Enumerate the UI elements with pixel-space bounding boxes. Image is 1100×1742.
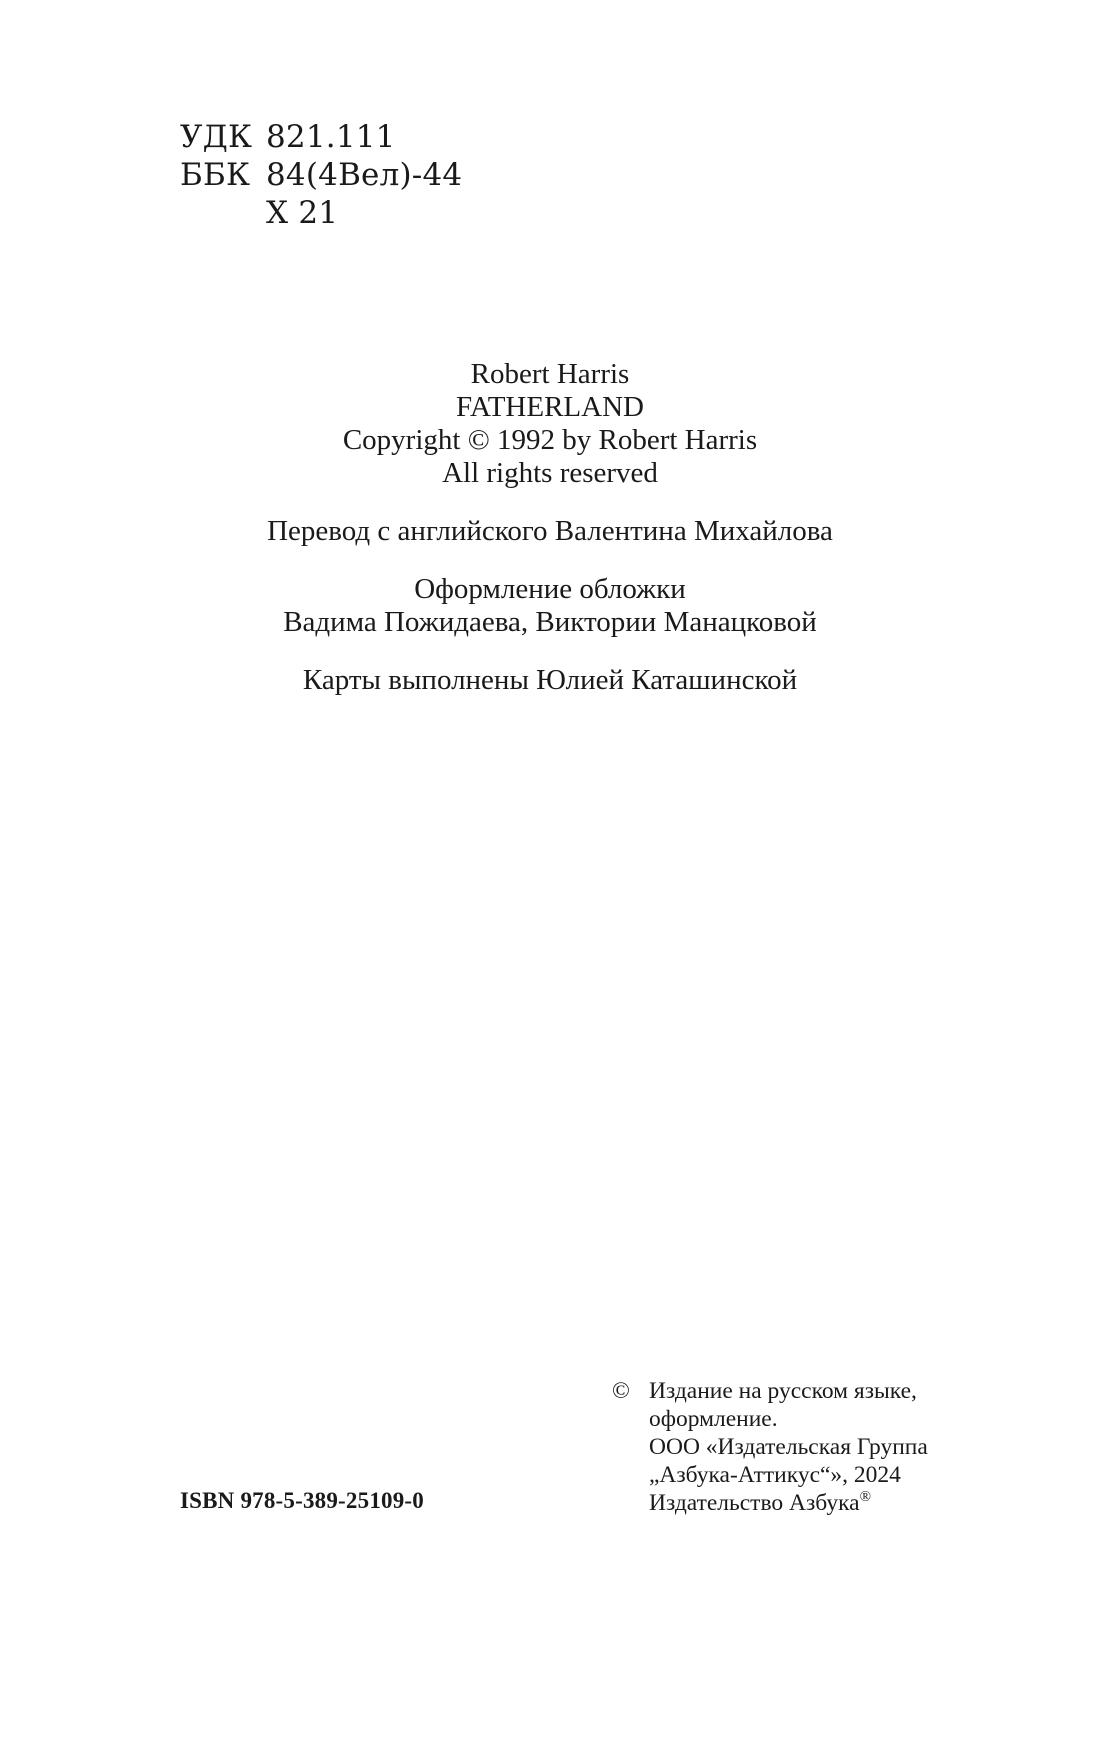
maps-credit-line: Карты выполнены Юлией Каташинской bbox=[302, 664, 798, 696]
publisher-copyright bbox=[612, 1377, 928, 1517]
imprint-block bbox=[0, 358, 1100, 697]
cover-design-credit bbox=[0, 573, 1100, 639]
copyright-symbol: © bbox=[612, 1378, 630, 1404]
publisher-line: Издание на русском языке, bbox=[649, 1378, 917, 1404]
bbk-row bbox=[180, 156, 462, 194]
publisher-line: ООО «Издательская Группа bbox=[649, 1434, 928, 1460]
original-edition-info bbox=[0, 358, 1100, 490]
publisher-name: Издательство Азбука bbox=[649, 1490, 860, 1516]
publisher-copyright-lines bbox=[649, 1377, 928, 1517]
registered-mark: ® bbox=[859, 1489, 871, 1506]
publisher-line: оформление. bbox=[649, 1406, 778, 1432]
publisher-line: „Азбука-Аттикус“», 2024 bbox=[649, 1462, 901, 1488]
cover-designers: Вадима Пожидаева, Виктории Манацковой bbox=[283, 606, 817, 638]
author-mark: Х 21 bbox=[266, 195, 339, 231]
publisher-line-last bbox=[649, 1489, 928, 1517]
udk-row bbox=[180, 118, 462, 156]
original-copyright: Copyright © 1992 by Robert Harris bbox=[342, 424, 758, 456]
author-mark-row bbox=[180, 194, 462, 232]
isbn: ISBN 978-5-389-25109-0 bbox=[180, 1488, 424, 1513]
rights-notice: All rights reserved bbox=[442, 457, 658, 489]
maps-credit bbox=[0, 664, 1100, 697]
bbk-label: ББК bbox=[180, 157, 251, 193]
bbk-value: 84(4Вел)-44 bbox=[266, 157, 463, 193]
translator-line: Перевод с английского Валентина Михайлова bbox=[267, 515, 833, 547]
original-title: FATHERLAND bbox=[456, 391, 644, 423]
udk-value: 821.111 bbox=[266, 119, 396, 155]
translation-credit bbox=[0, 515, 1100, 548]
cover-design-label: Оформление обложки bbox=[414, 573, 686, 605]
original-author: Robert Harris bbox=[470, 358, 630, 390]
classification-block bbox=[180, 118, 462, 232]
udk-label: УДК bbox=[180, 119, 253, 155]
